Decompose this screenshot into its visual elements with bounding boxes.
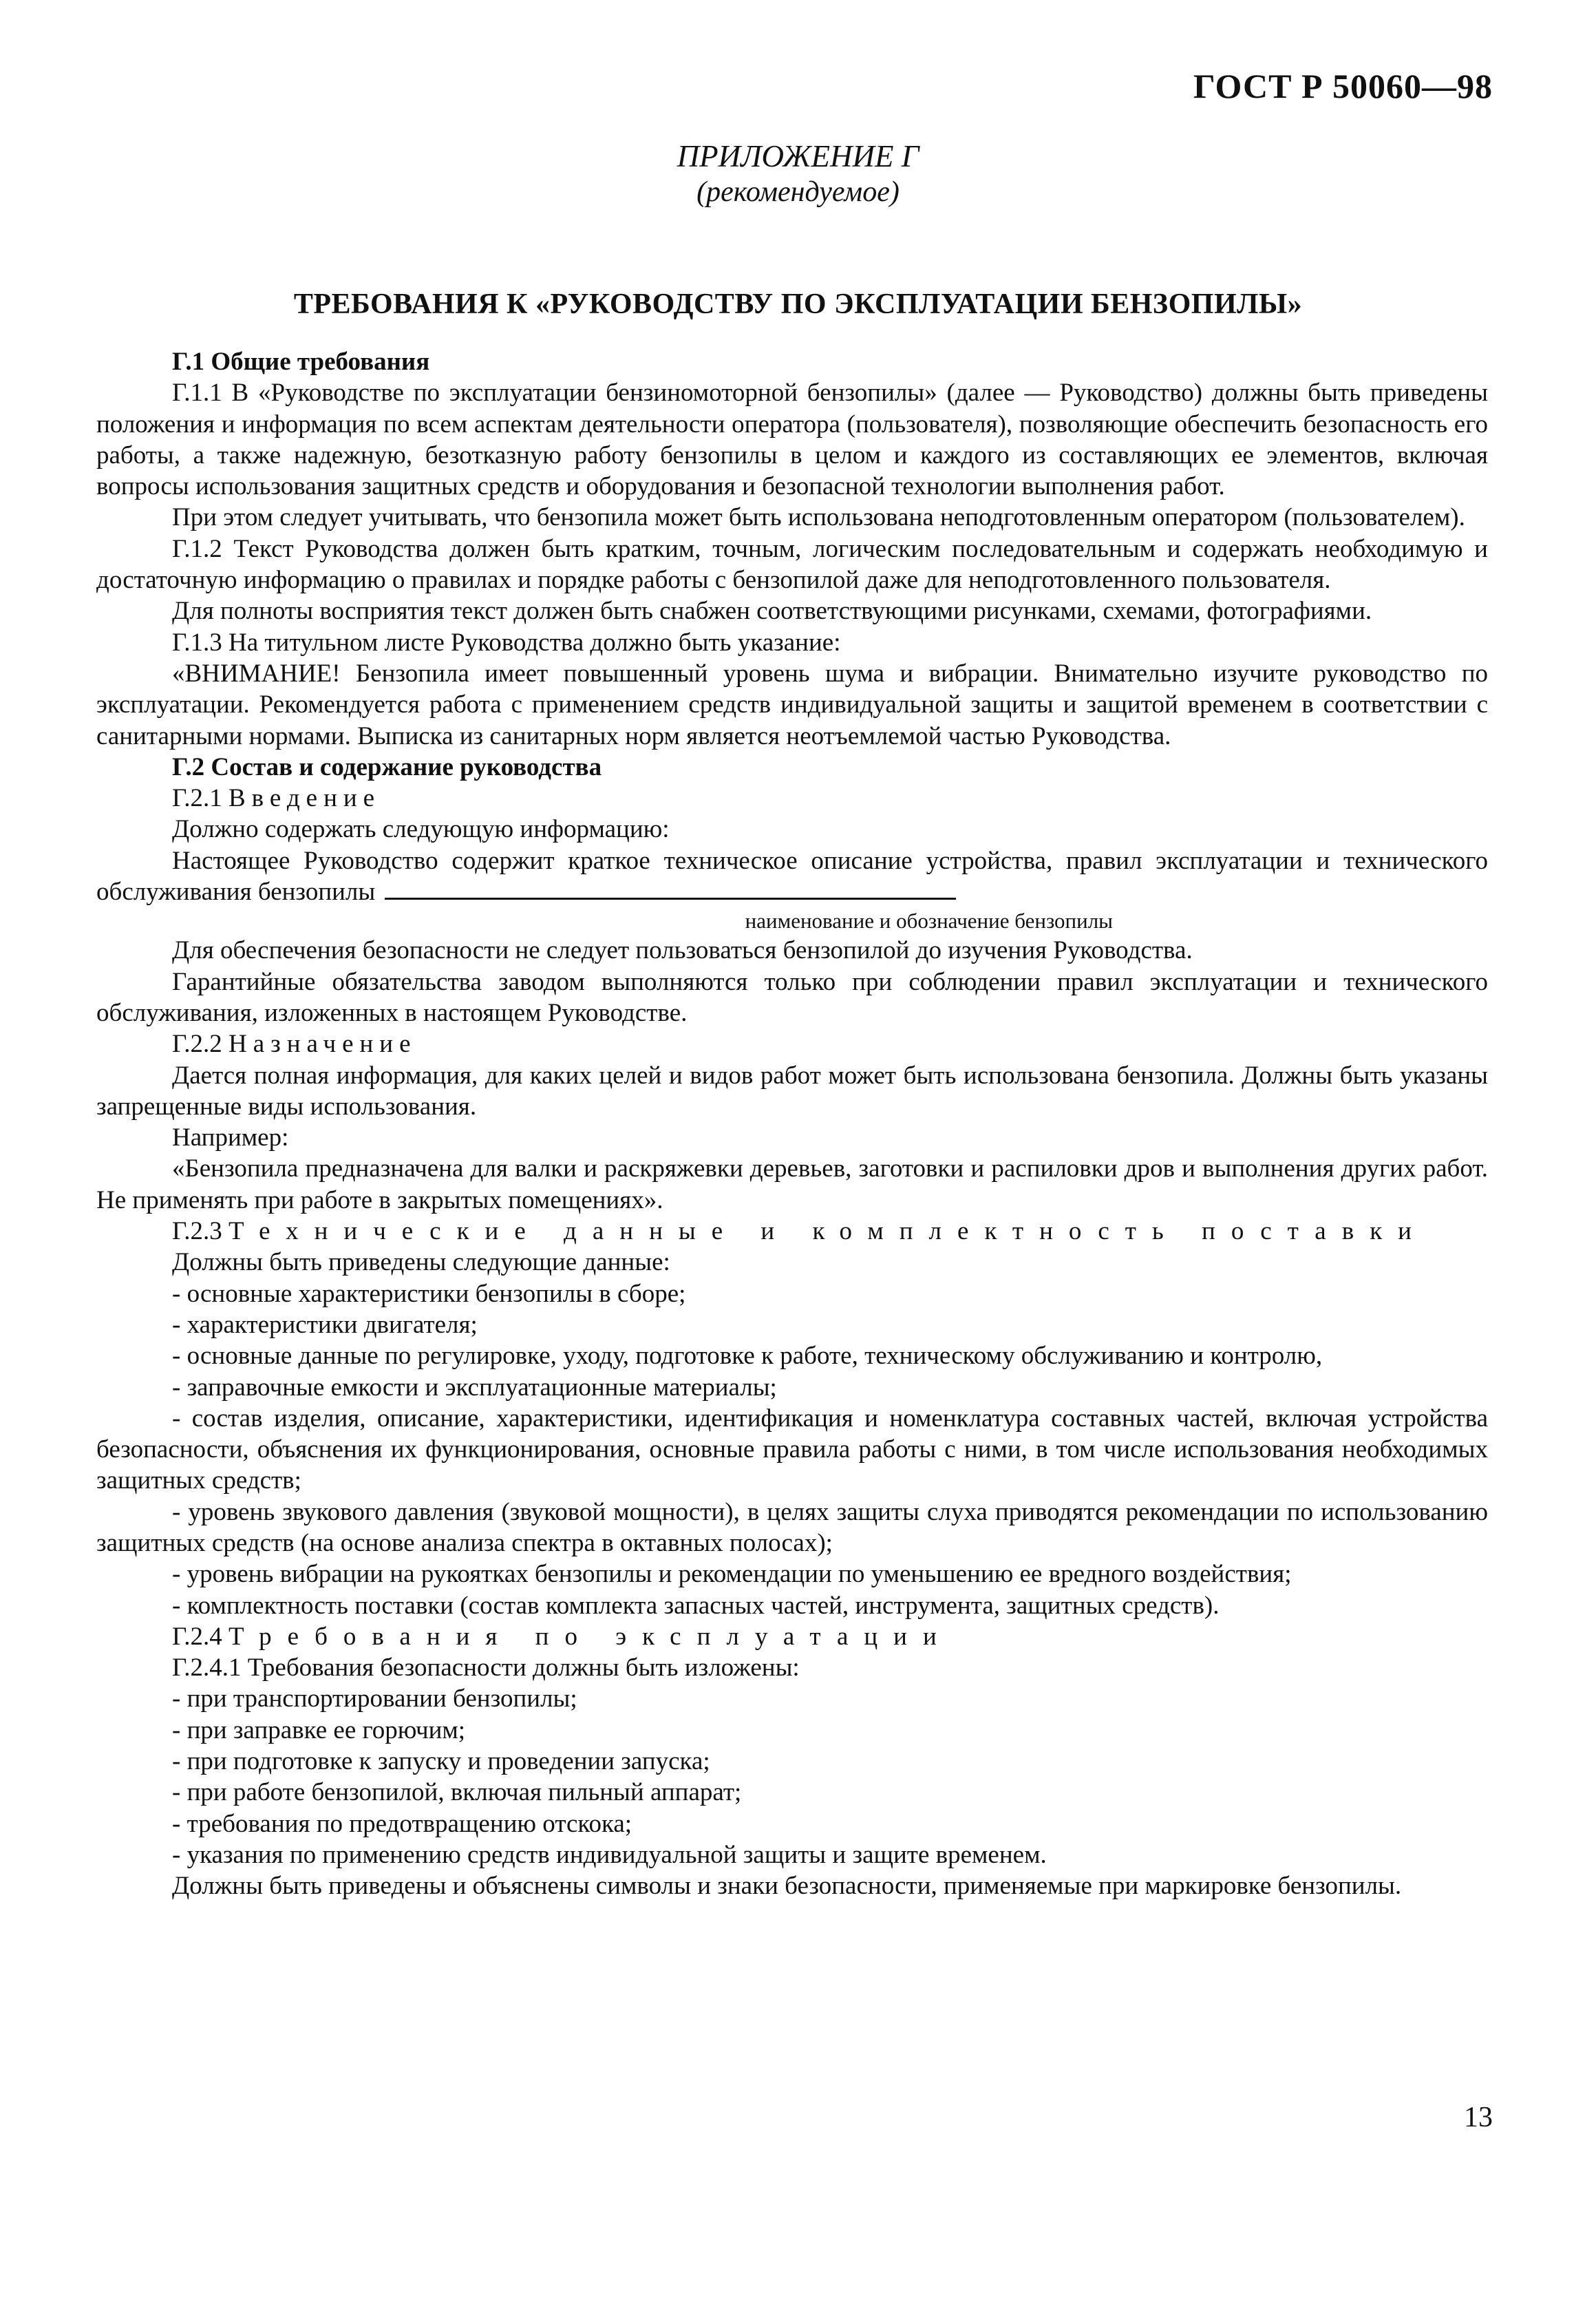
paragraph-g13: Г.1.3 На титульном листе Руководства должно быть указание: [172,628,841,657]
subsection-number: Г.2.3 [172,1217,222,1246]
list-item: - при подготовке к запуску и проведении запуска; [172,1747,710,1776]
list-item: - уровень вибрации на рукоятках бензопилы и рекомендации по уменьшению ее вредного воздействия; [172,1560,1292,1589]
annex-heading [0,138,1596,209]
section-heading-g2: Г.2 Состав и содержание руководства [172,752,602,781]
fill-in-blank-line [385,878,956,900]
paragraph: Должны быть приведены следующие данные: [172,1248,670,1277]
standard-code: ГОСТ Р 50060—98 [1193,67,1493,105]
list-item: - при транспортировании бензопилы; [172,1685,577,1713]
subsection-heading-g23 [96,1216,1488,1247]
paragraph-g12: Г.1.2 Текст Руководства должен быть кратким, точным, логическим последовательным и содержать необходимую и достаточную информацию о правилах и порядке работы с бензопилой даже для неподготовленного пользователя. [96,534,1488,595]
paragraph-warning-text: «ВНИМАНИЕ! Бензопила имеет повышенный уровень шума и вибрации. Внимательно изучите руководство по эксплуатации. Рекомендуется работа с применением средств индивидуальной защиты и защитой временем в соответствии с санитарными нормами. Выписка из санитарных норм является неотъемлемой частью Руководства. [96,659,1488,750]
list-item: - комплектность поставки (состав комплекта запасных частей, инструмента, защитных средств). [172,1591,1220,1620]
subsection-number: Г.2.4 [172,1622,222,1651]
paragraph-g12-note: Для полноты восприятия текст должен быть снабжен соответствующими рисунками, схемами, фотографиями. [172,597,1372,626]
list-item: - основные характеристики бензопилы в сборе; [172,1279,686,1308]
paragraph-g11: Г.1.1 В «Руководстве по эксплуатации бензиномоторной бензопилы» (далее — Руководство) должны быть приведены положения и информация по всем аспектам деятельности оператора (пользователя), позволяющие обеспечить безопасность его работы, а также надежную, безотказную работу бензопилы в целом и каждого из составляющих ее элементов, включая вопросы использования защитных средств и оборудования и безопасной технологии выполнения работ. [96,379,1488,501]
subsection-heading-g21 [96,783,1488,814]
subsection-title: Требования по эксплуатации [228,1622,953,1651]
paragraph: «Бензопила предназначена для валки и раскряжевки деревьев, заготовки и распиловки дров и выполнения других работ. Не применять при работе в закрытых помещениях». [96,1154,1488,1214]
paragraph: Для обеспечения безопасности не следует пользоваться бензопилой до изучения Руководства. [172,936,1193,965]
paragraph: Должно содержать следующую информацию: [172,815,670,844]
subsection-number: Г.2.1 [172,784,222,813]
subsection-heading-g24 [96,1621,1488,1652]
annex-status: (рекомендуемое) [696,176,900,208]
paragraph-text: Настоящее Руководство содержит краткое техническое описание устройства, правил эксплуатации и технического обслуживания бензопилы [96,846,1488,907]
paragraph: Гарантийные обязательства заводом выполняются только при соблюдении правил эксплуатации и технического обслуживания, изложенных в настоящем Руководстве. [96,967,1488,1027]
subsection-heading-g22 [96,1028,1488,1059]
document-body [96,346,1488,1902]
subsection-title: Назначение [228,1030,417,1059]
blank-caption: наименование и обозначение бензопилы [745,909,1113,933]
paragraph-with-blank [96,845,1488,908]
list-item: - при работе бензопилой, включая пильный аппарат; [172,1778,742,1807]
annex-title: ПРИЛОЖЕНИЕ Г [677,139,919,173]
list-item: - указания по применению средств индивидуальной защиты и защите временем. [172,1840,1047,1869]
paragraph-g11-note: При этом следует учитывать, что бензопила может быть использована неподготовленным оператором (пользователем). [172,503,1465,532]
document-title: ТРЕБОВАНИЯ К «РУКОВОДСТВУ ПО ЭКСПЛУАТАЦИИ БЕНЗОПИЛЫ» [293,288,1303,320]
list-item: - характеристики двигателя; [172,1310,478,1339]
list-item: - основные данные по регулировке, уходу, подготовке к работе, техническому обслуживанию и контролю, [172,1342,1323,1371]
paragraph: Г.2.4.1 Требования безопасности должны быть изложены: [172,1654,800,1682]
subsection-title: Введение [228,784,381,813]
subsection-number: Г.2.2 [172,1030,222,1059]
page-number: 13 [1464,2102,1493,2133]
list-item: - состав изделия, описание, характеристики, идентификация и номенклатура составных частей, включая устройства безопасности, объяснения их функционирования, основные правила работы с ними, в том числе использования необходимых защитных средств; [96,1404,1488,1495]
list-item: - при заправке ее горючим; [172,1715,466,1744]
section-heading-g1: Г.1 Общие требования [172,348,430,376]
list-item: - требования по предотвращению отскока; [172,1809,632,1838]
paragraph: Например: [172,1123,289,1152]
paragraph: Дается полная информация, для каких целей и видов работ может быть использована бензопила. Должны быть указаны запрещенные виды использования. [96,1061,1488,1121]
subsection-title: Технические данные и комплектность поставки [228,1217,1427,1246]
list-item: - уровень звукового давления (звуковой мощности), в целях защиты слуха приводятся рекомендации по использованию защитных средств (на основе анализа спектра в октавных полосах); [96,1497,1488,1557]
paragraph: Должны быть приведены и объяснены символы и знаки безопасности, применяемые при маркировке бензопилы. [172,1872,1402,1901]
list-item: - заправочные емкости и эксплуатационные материалы; [172,1373,777,1402]
